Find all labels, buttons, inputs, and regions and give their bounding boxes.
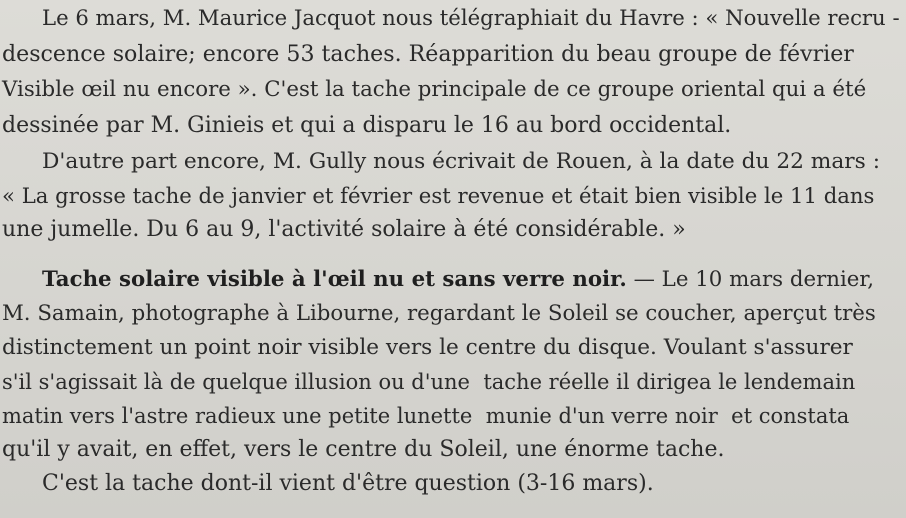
p3-line-2: M. Samain, photographe à Libourne, regardant le Soleil se coucher, aperçut très bbox=[2, 301, 876, 326]
p3-line-5: matin vers l'astre radieux une petite lunette munie d'un verre noir et constata bbox=[2, 404, 850, 428]
p3-line-4: s'il s'agissait là de quelque illusion ou d'une tache réelle il dirigea le lendemain bbox=[2, 370, 856, 394]
section-heading: Tache solaire visible à l'œil nu et sans verre noir. bbox=[42, 267, 627, 292]
p1-line-4: dessinée par M. Ginieis et qui a disparu le 16 au bord occidental. bbox=[2, 113, 732, 138]
p2-line-1: D'autre part encore, M. Gully nous écrivait de Rouen, à la date du 22 mars : bbox=[42, 149, 880, 174]
p3-line-1 bbox=[42, 264, 874, 296]
p2-line-2: « La grosse tache de janvier et février est revenue et était bien visible le 11 dans bbox=[2, 183, 875, 208]
p1-line-3: Visible œil nu encore ». C'est la tache principale de ce groupe oriental qui a été bbox=[2, 77, 867, 102]
p2-line-3: une jumelle. Du 6 au 9, l'activité solaire à été considérable. » bbox=[2, 217, 686, 242]
p3-line-3: distinctement un point noir visible vers le centre du disque. Voulant s'assurer bbox=[2, 335, 853, 360]
p1-line-1: Le 6 mars, M. Maurice Jacquot nous télégraphiait du Havre : « Nouvelle recru - bbox=[42, 5, 900, 30]
p4-line-1: C'est la tache dont-il vient d'être question (3-16 mars). bbox=[42, 471, 654, 496]
p3-line-6: qu'il y avait, en effet, vers le centre du Soleil, une énorme tache. bbox=[2, 437, 725, 462]
section-heading-rest: — Le 10 mars dernier, bbox=[626, 267, 874, 292]
p1-line-2: descence solaire; encore 53 taches. Réapparition du beau groupe de février bbox=[2, 41, 854, 67]
